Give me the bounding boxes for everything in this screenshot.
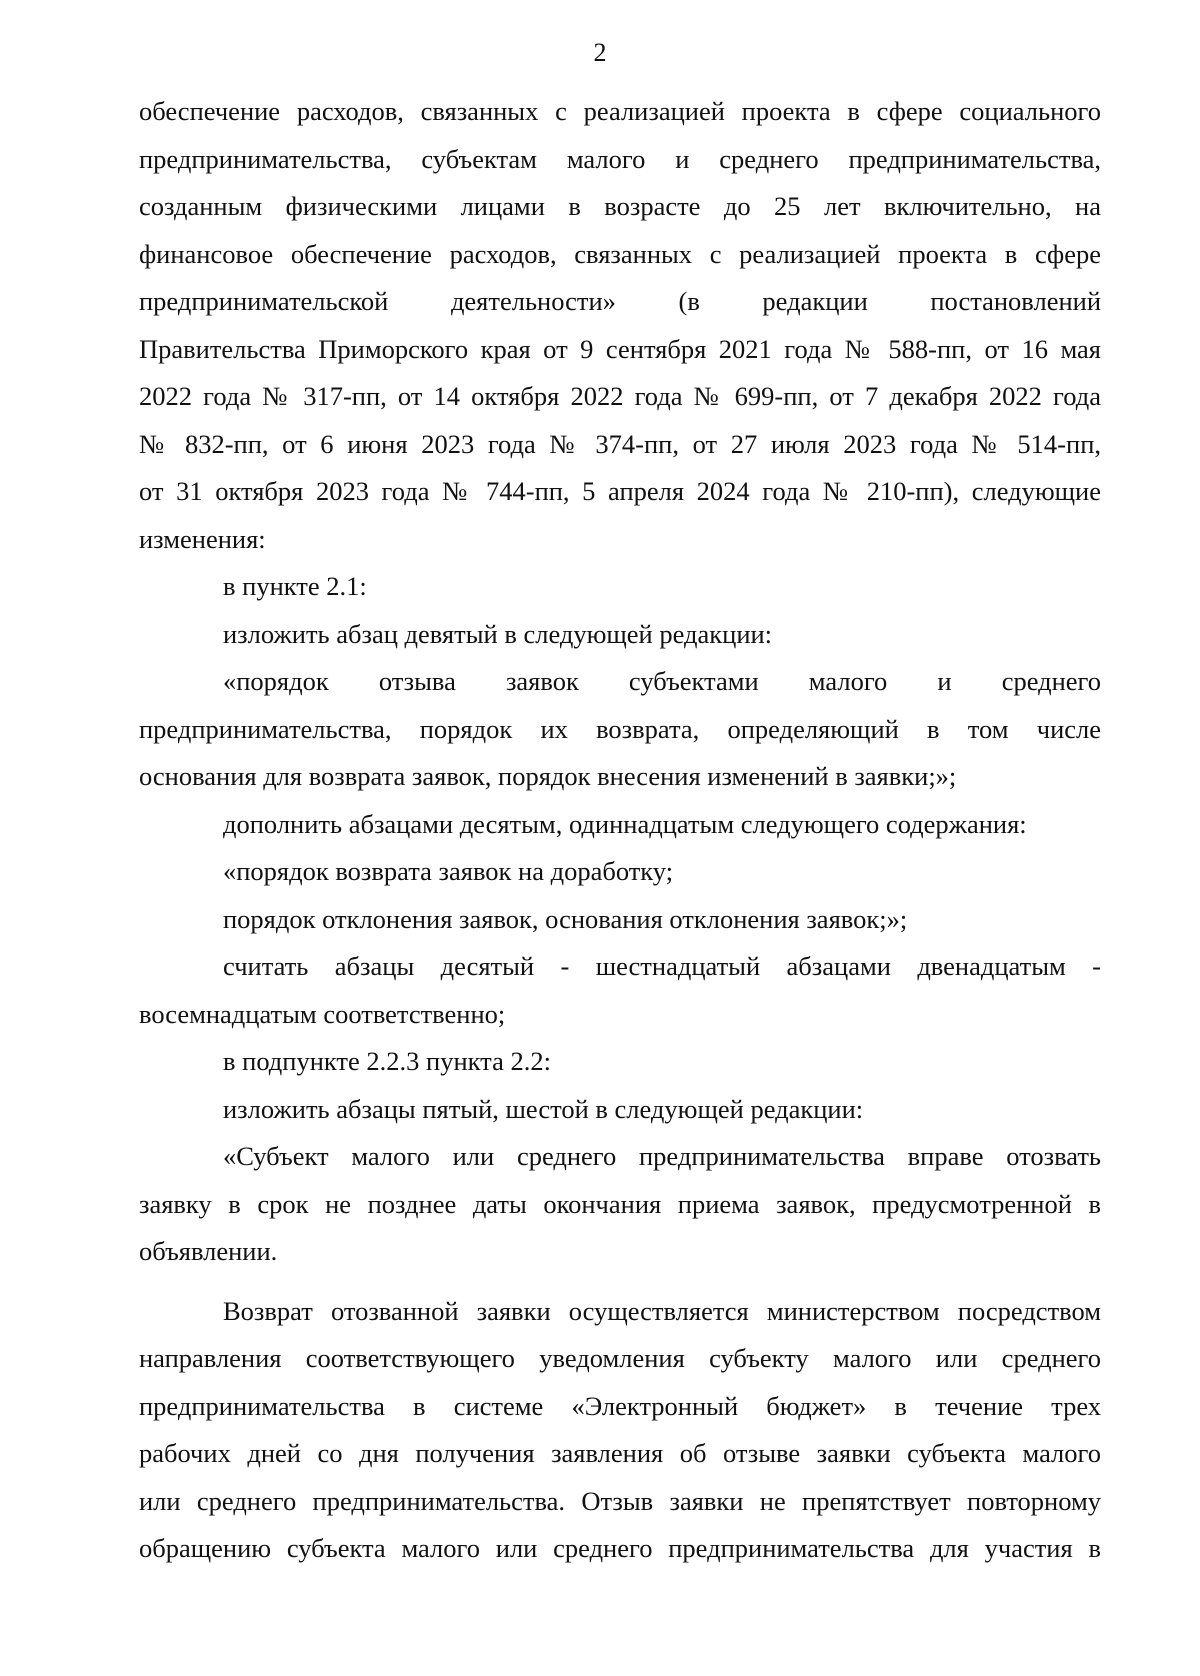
text-line: финансовое обеспечение расходов, связанных с реализацией проекта в сфере [139,238,1101,269]
text-line: изменения: [139,523,266,554]
text-line: в подпункте 2.2.3 пункта 2.2: [223,1046,551,1076]
text-line: основания для возврата заявок, порядок внесения изменений в заявки;»; [139,761,957,791]
text-line: Правительства Приморского края от 9 сентября 2021 года № 588-пп, от 16 мая [139,333,1101,364]
text-line: созданным физическими лицами в возрасте до 25 лет включительно, на [139,191,1101,221]
text-line: дополнить абзацами десятым, одиннадцатым следующего содержания: [223,808,1027,839]
text-line: от 31 октября 2023 года № 744-пп, 5 апреля 2024 года № 210-пп), следующие [139,476,1101,506]
text-line: предпринимательства, порядок их возврата, определяющий в том числе [139,713,1101,744]
text-line: заявку в срок не позднее даты окончания приема заявок, предусмотренной в [139,1188,1101,1219]
text-line: рабочих дней со дня получения заявления об отзыве заявки субъекта малого [139,1438,1101,1468]
document-body [139,88,1101,1573]
text-line: обращению субъекта малого или среднего предпринимательства для участия в [139,1533,1101,1563]
text-line: № 832-пп, от 6 июня 2023 года № 374-пп, от 27 июля 2023 года № 514-пп, [139,428,1101,459]
text-line: порядок отклонения заявок, основания отклонения заявок;»; [223,903,908,934]
text-line: предпринимательства, субъектам малого и среднего предпринимательства, [139,143,1101,174]
paragraph-gap [139,1276,1101,1288]
text-line: считать абзацы десятый - шестнадцатый абзацами двенадцатым - [223,951,1101,981]
text-line: Возврат отозванной заявки осуществляется министерством посредством [223,1295,1101,1326]
text-line: обеспечение расходов, связанных с реализацией проекта в сфере социального [139,96,1101,126]
text-line: предпринимательской деятельности» (в редакции постановлений [139,286,1101,316]
text-line: объявлении. [139,1236,278,1266]
page-number: 2 [593,38,607,67]
text-line: 2022 года № 317-пп, от 14 октября 2022 года № 699-пп, от 7 декабря 2022 года [139,381,1101,411]
text-line: изложить абзац девятый в следующей редакции: [223,618,773,649]
text-line: «Субъект малого или среднего предпринимательства вправе отозвать [223,1141,1101,1171]
text-line: восемнадцатым соответственно; [139,998,506,1029]
text-line: «порядок отзыва заявок субъектами малого и среднего [223,666,1101,696]
text-line: «порядок возврата заявок на доработку; [223,856,674,886]
text-line: изложить абзацы пятый, шестой в следующей редакции: [223,1093,864,1124]
text-line: предпринимательства в системе «Электронный бюджет» в течение трех [139,1390,1101,1421]
text-line: или среднего предпринимательства. Отзыв заявки не препятствует повторному [139,1485,1101,1516]
text-line: в пункте 2.1: [223,571,367,601]
text-line: направления соответствующего уведомления субъекту малого или среднего [139,1343,1101,1373]
